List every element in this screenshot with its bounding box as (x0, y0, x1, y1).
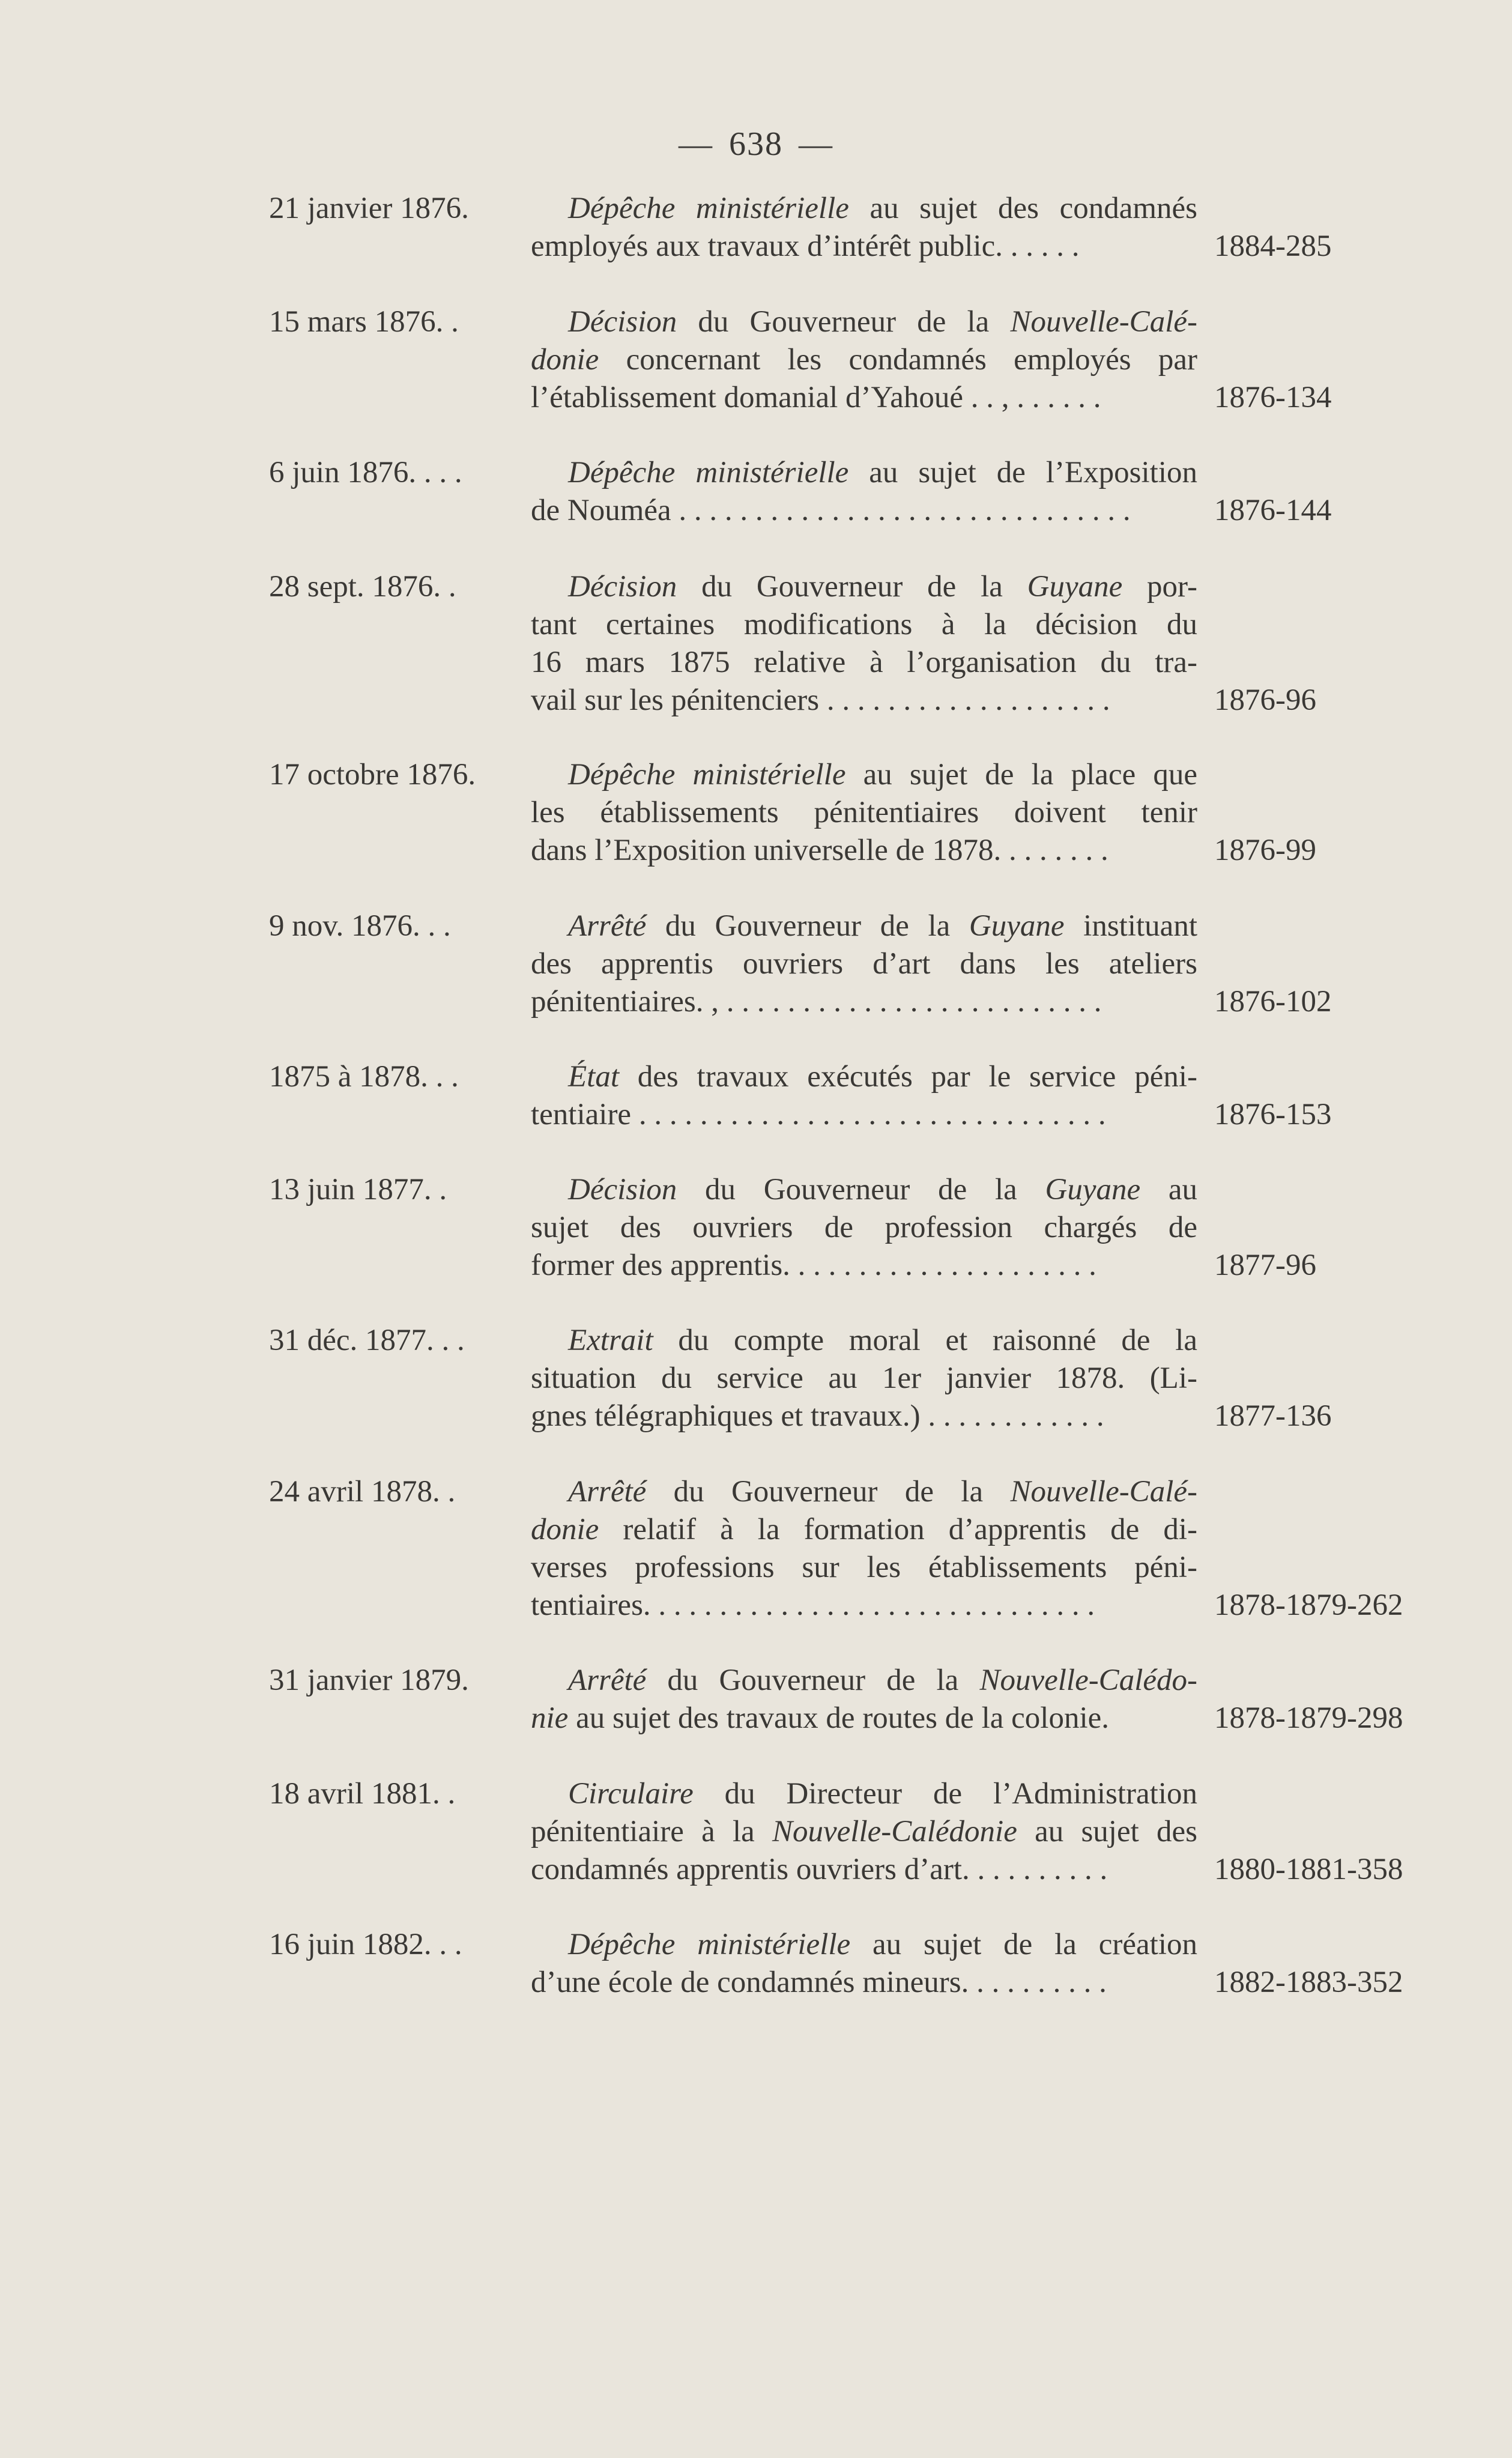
entry-emphasis: Nouvelle-Calédonie (772, 1815, 1017, 1848)
entry-description (531, 907, 1197, 1021)
entry-emphasis: donie (531, 1513, 599, 1546)
entry-text: au sujet de l’Exposition (848, 456, 1197, 489)
entry-emphasis: donie (531, 343, 599, 377)
entry-emphasis: Extrait (568, 1324, 653, 1357)
entry-text: former des apprentis. . . . . . . . . . . . . . . . . . . . . (531, 1249, 1096, 1282)
entry-description-line (531, 454, 1197, 492)
entry-description-line (531, 1851, 1197, 1889)
entry-description (531, 1775, 1197, 1889)
entry-description (531, 1926, 1197, 2002)
entry-text: instituant (1064, 909, 1197, 943)
entry-date: 28 sept. 1876. . (269, 570, 456, 604)
entry-text: tentiaires. . . . . . . . . . . . . . . . . . . . . . . . . . . . . . (531, 1588, 1095, 1622)
entry-text: des travaux exécutés par le service péni- (619, 1060, 1197, 1094)
entry-text: au sujet de la place que (845, 758, 1197, 792)
entry-text: relatif à la formation d’apprentis de di- (599, 1513, 1197, 1546)
entry-text: du Gouverneur de la (677, 305, 1011, 339)
entry-text: por- (1122, 570, 1197, 604)
entry-reference: 1876-144 (1214, 494, 1332, 527)
entry-text: au sujet des condamnés (848, 192, 1197, 225)
entry-date: 17 octobre 1876. (269, 758, 476, 792)
entry-description-line (531, 1360, 1197, 1397)
entry-description-line (531, 1473, 1197, 1511)
entry-text: tant certaines modifications à la décision du (531, 608, 1197, 641)
entry-text: des apprentis ouvriers d’art dans les ateliers (531, 947, 1197, 981)
entry-text: 16 mars 1875 relative à l’organisation du tra- (531, 646, 1197, 679)
entry-description-line (531, 945, 1197, 983)
entry-description-line (531, 606, 1197, 644)
entry-date: 15 mars 1876. . (269, 305, 459, 339)
entry-text: au sujet des travaux de routes de la colonie. (568, 1701, 1110, 1735)
entry-text: dans l’Exposition universelle de 1878. . . . . . . . (531, 834, 1108, 867)
entry-description-line (531, 983, 1197, 1021)
entry-text: employés aux travaux d’intérêt public. . . . . . (531, 229, 1080, 263)
entry-emphasis: Guyane (969, 909, 1065, 943)
entry-description-line (531, 1926, 1197, 1964)
entry-description-line (531, 832, 1197, 870)
entry-description-line (531, 1209, 1197, 1247)
entry-description-line (531, 1058, 1197, 1096)
entry-description-line (531, 1511, 1197, 1549)
entry-description-line (531, 1397, 1197, 1435)
entry-description (531, 568, 1197, 719)
entry-emphasis: Arrêté (568, 1475, 647, 1509)
entry-reference: 1880-1881-358 (1214, 1853, 1403, 1886)
entry-emphasis: nie (531, 1701, 569, 1735)
entry-description-line (531, 190, 1197, 228)
entry-text: sujet des ouvriers de profession chargés de (531, 1211, 1197, 1244)
entry-text: au sujet des (1017, 1815, 1197, 1848)
entry-description-line (531, 682, 1197, 719)
entry-description-line (531, 1322, 1197, 1360)
entry-description (531, 1322, 1197, 1435)
entry-text: de Nouméa . . . . . . . . . . . . . . . . . . . . . . . . . . . . . . (531, 494, 1131, 527)
entry-description-line (531, 907, 1197, 945)
entry-description-line (531, 492, 1197, 530)
entry-date: 18 avril 1881. . (269, 1777, 456, 1811)
entry-emphasis: Dépêche ministérielle (568, 1928, 851, 1961)
entry-reference: 1876-153 (1214, 1098, 1332, 1131)
entry-date: 1875 à 1878. . . (269, 1060, 459, 1094)
entry-reference: 1884-285 (1214, 229, 1332, 263)
entry-description-line (531, 228, 1197, 265)
page-number-dash-left: — (679, 126, 713, 163)
entry-date: 21 janvier 1876. (269, 192, 469, 225)
entry-emphasis: Nouvelle-Calédo- (979, 1663, 1197, 1697)
page-number-value: 638 (729, 126, 783, 163)
entry-description (531, 1473, 1197, 1624)
entry-text: du Gouverneur de la (646, 909, 969, 943)
entry-date: 31 janvier 1879. (269, 1663, 469, 1697)
entry-emphasis: Nouvelle-Calé- (1010, 1475, 1197, 1509)
entry-reference: 1876-134 (1214, 381, 1332, 414)
entry-reference: 1877-136 (1214, 1399, 1332, 1433)
entry-text: gnes télégraphiques et travaux.) . . . . . . . . . . . . (531, 1399, 1104, 1433)
entry-text: au (1140, 1173, 1197, 1206)
entry-emphasis: Nouvelle-Calé- (1010, 305, 1197, 339)
entry-text: situation du service au 1er janvier 1878. (Li- (531, 1361, 1197, 1395)
entry-text: verses professions sur les établissements péni- (531, 1551, 1197, 1584)
entry-date: 24 avril 1878. . (269, 1475, 456, 1509)
entry-description-line (531, 1587, 1197, 1624)
entry-description-line (531, 1171, 1197, 1209)
entry-description-line (531, 568, 1197, 606)
entry-reference: 1877-96 (1214, 1249, 1316, 1282)
entry-text: l’établissement domanial d’Yahoué . . , . . . . . . (531, 381, 1101, 414)
entry-description-line (531, 379, 1197, 417)
entry-description (531, 454, 1197, 530)
entry-emphasis: Décision (568, 305, 677, 339)
entry-text: du compte moral et raisonné de la (653, 1324, 1197, 1357)
entry-text: au sujet de la création (850, 1928, 1197, 1961)
entry-description-line (531, 1096, 1197, 1134)
page-number (0, 125, 1512, 163)
entry-reference: 1876-99 (1214, 834, 1316, 867)
entry-description-line (531, 1662, 1197, 1700)
entry-text: concernant les condamnés employés par (599, 343, 1197, 377)
entry-description-line (531, 1813, 1197, 1851)
entry-emphasis: Arrêté (568, 1663, 647, 1697)
entry-emphasis: Circulaire (568, 1777, 694, 1811)
entry-description-line (531, 644, 1197, 682)
entry-text: du Directeur de l’Administration (693, 1777, 1197, 1811)
entry-emphasis: État (568, 1060, 619, 1094)
entry-text: du Gouverneur de la (646, 1663, 980, 1697)
entry-emphasis: Dépêche ministérielle (568, 758, 846, 792)
entry-reference: 1882-1883-352 (1214, 1966, 1403, 1999)
entry-description (531, 1662, 1197, 1737)
entry-description-line (531, 794, 1197, 832)
entry-text: du Gouverneur de la (677, 570, 1027, 604)
entry-description-line (531, 303, 1197, 341)
entry-description (531, 190, 1197, 265)
entry-text: condamnés apprentis ouvriers d’art. . . . . . . . . . (531, 1853, 1108, 1886)
entry-emphasis: Décision (568, 1173, 677, 1206)
entry-emphasis: Dépêche ministérielle (568, 456, 849, 489)
entry-description (531, 1058, 1197, 1134)
entry-text: du Gouverneur de la (646, 1475, 1011, 1509)
entry-description-line (531, 1964, 1197, 2002)
entry-emphasis: Guyane (1045, 1173, 1141, 1206)
entry-text: les établissements pénitentiaires doivent tenir (531, 796, 1197, 829)
entry-text: du Gouverneur de la (677, 1173, 1045, 1206)
entry-description-line (531, 1549, 1197, 1587)
entry-text: pénitentiaires. , . . . . . . . . . . . . . . . . . . . . . . . . . (531, 985, 1102, 1019)
page-number-dash-right: — (799, 126, 833, 163)
entry-description-line (531, 1775, 1197, 1813)
entry-date: 31 déc. 1877. . . (269, 1324, 465, 1357)
entry-text: tentiaire . . . . . . . . . . . . . . . . . . . . . . . . . . . . . . . (531, 1098, 1106, 1131)
entry-description-line (531, 1700, 1197, 1737)
entry-date: 9 nov. 1876. . . (269, 909, 451, 943)
entry-text: d’une école de condamnés mineurs. . . . . . . . . . (531, 1966, 1107, 1999)
entry-emphasis: Dépêche ministérielle (568, 192, 849, 225)
entry-text: vail sur les pénitenciers . . . . . . . . . . . . . . . . . . . (531, 683, 1110, 717)
entry-description (531, 303, 1197, 417)
entry-reference: 1878-1879-298 (1214, 1701, 1403, 1735)
entry-emphasis: Guyane (1027, 570, 1123, 604)
entry-description-line (531, 756, 1197, 794)
entry-description (531, 756, 1197, 870)
entry-emphasis: Arrêté (568, 909, 647, 943)
entry-date: 16 juin 1882. . . (269, 1928, 462, 1961)
entry-description-line (531, 1247, 1197, 1285)
entry-reference: 1876-96 (1214, 683, 1316, 717)
entry-description-line (531, 341, 1197, 379)
entry-date: 6 juin 1876. . . . (269, 456, 462, 489)
entry-text: pénitentiaire à la (531, 1815, 772, 1848)
entry-reference: 1878-1879-262 (1214, 1588, 1403, 1622)
entry-description (531, 1171, 1197, 1285)
entry-date: 13 juin 1877. . (269, 1173, 447, 1206)
entry-reference: 1876-102 (1214, 985, 1332, 1019)
entry-emphasis: Décision (568, 570, 677, 604)
